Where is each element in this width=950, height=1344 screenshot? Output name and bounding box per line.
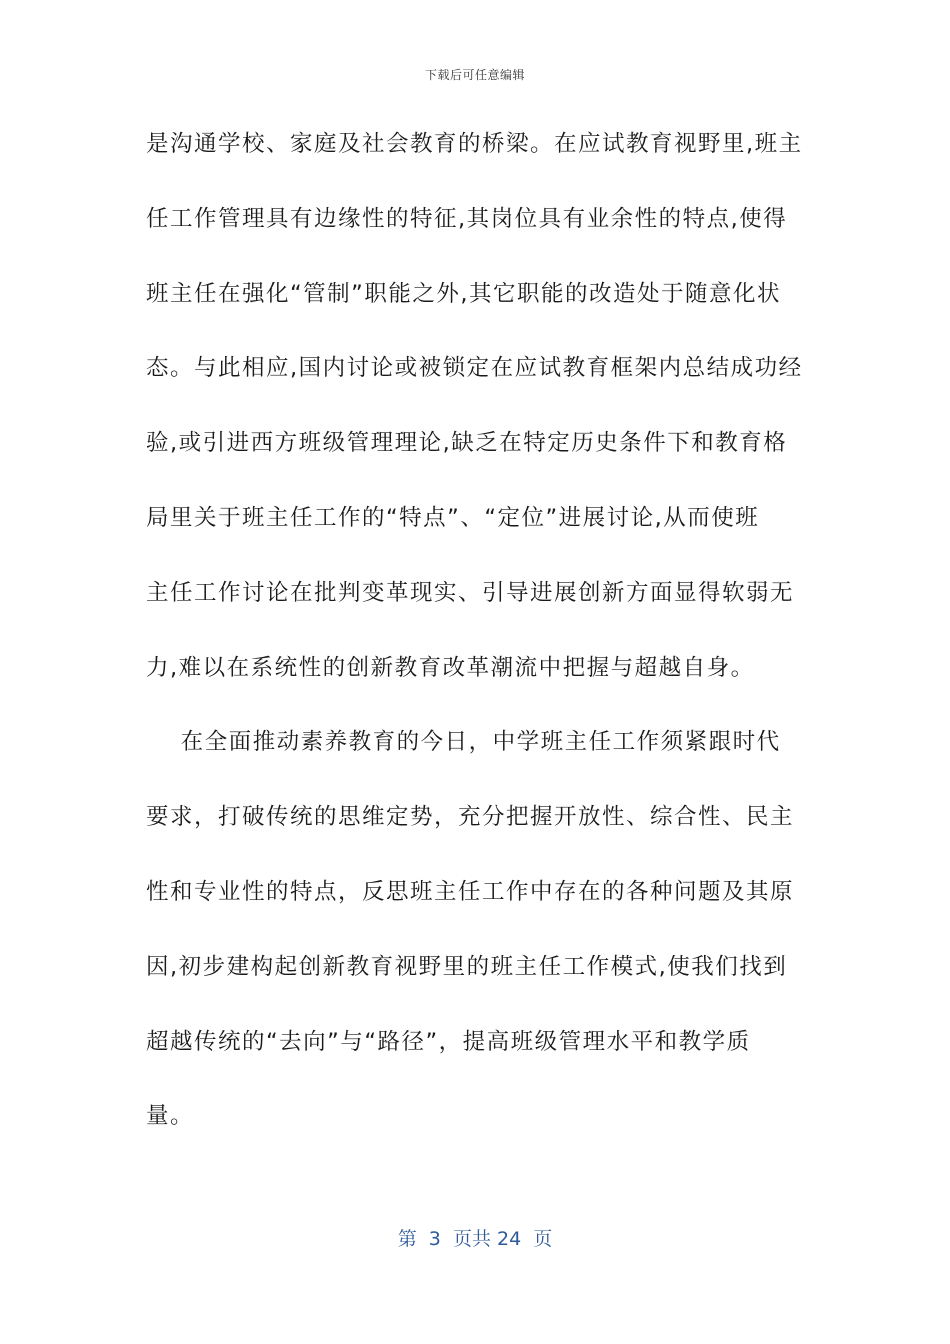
text-line: 在全面推动素养教育的今日，中学班主任工作须紧跟时代 [146,729,781,756]
text-line: 量。 [146,1103,195,1130]
text-line: 超越传统的“去向”与“路径”，提高班级管理水平和教学质 [146,1028,751,1055]
text-line: 验,或引进西方班级管理理论,缺乏在特定历史条件下和教育格 [146,430,788,457]
text-line: 是沟通学校、家庭及社会教育的桥梁。在应试教育视野里,班主 [146,131,803,157]
text-line: 态。与此相应,国内讨论或被锁定在应试教育框架内总结成功经 [146,355,803,382]
text-line: 局里关于班主任工作的“特点”、“定位”进展讨论,从而使班 [146,504,760,531]
text-line: 力,难以在系统性的创新教育改革潮流中把握与超越自身。 [146,654,755,681]
text-line: 因,初步建构起创新教育视野里的班主任工作模式,使我们找到 [146,953,788,980]
text-line: 性和专业性的特点，反思班主任工作中存在的各种问题及其原 [146,878,795,905]
text-line: 班主任在强化“管制”职能之外,其它职能的改造处于随意化状 [146,280,781,307]
document-body [146,112,806,1159]
page-footer: 第 3 页共 24 页 [397,1228,553,1250]
page-header: 下载后可任意编辑 [424,68,525,82]
text-line: 主任工作讨论在批判变革现实、引导进展创新方面显得软弱无 [146,579,795,606]
text-line: 任工作管理具有边缘性的特征,其岗位具有业余性的特点,使得 [146,205,788,232]
text-line: 要求，打破传统的思维定势，充分把握开放性、综合性、民主 [146,804,795,831]
